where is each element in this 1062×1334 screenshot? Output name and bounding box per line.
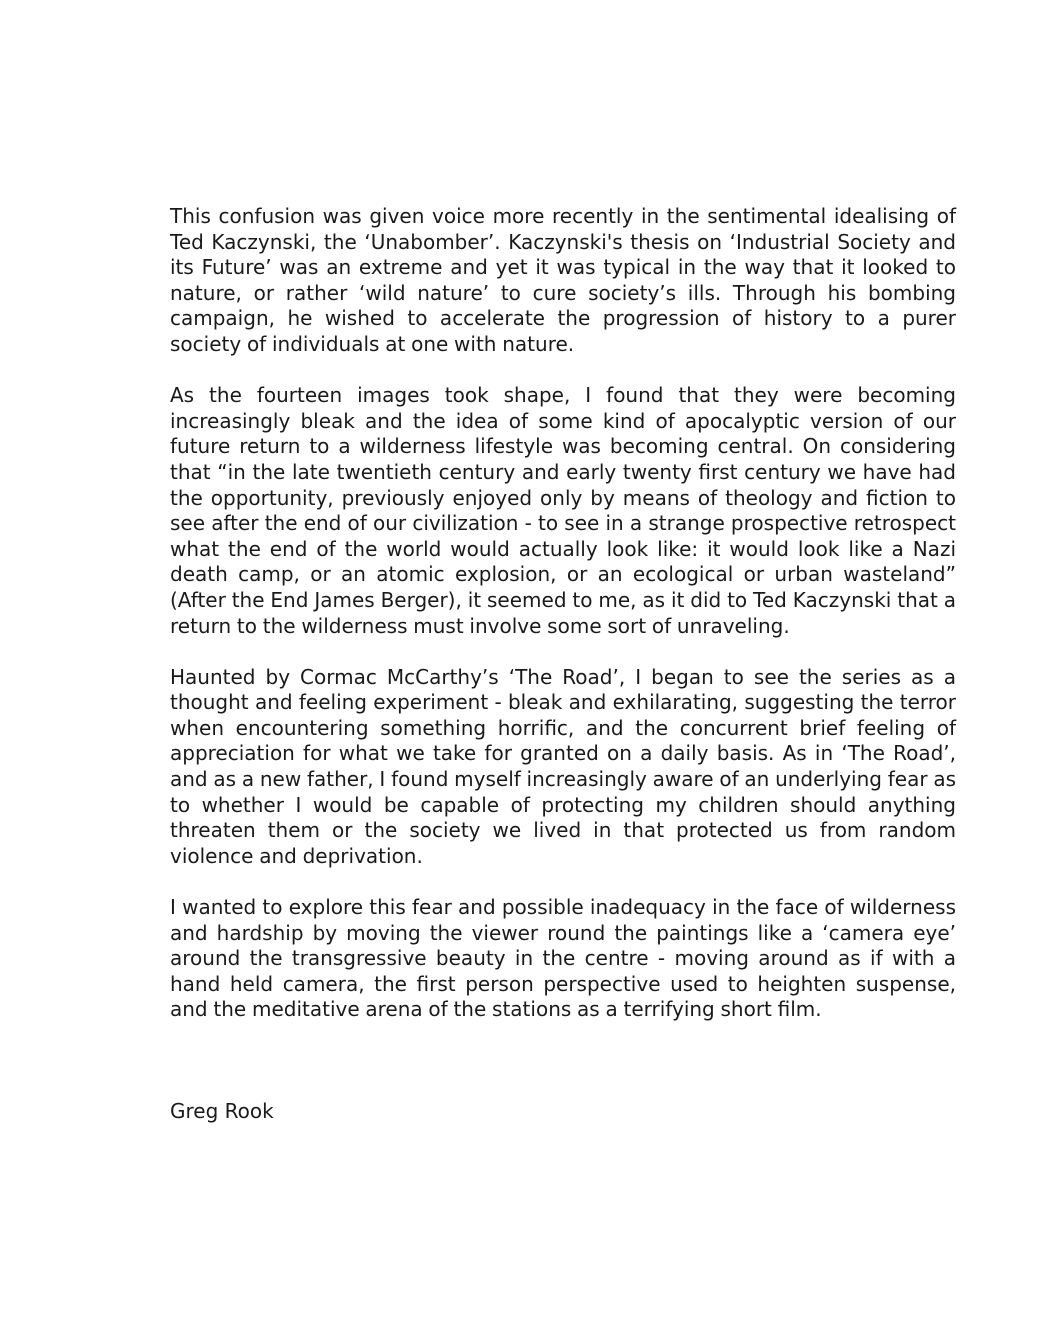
document-page xyxy=(170,204,956,1125)
paragraph-unabomber: This confusion was given voice more recently in the sentimental idealising of Ted Kaczynski, the ‘Unabomber’. Kaczynski's thesis on ‘Industrial Society and its Future’ was an extreme and yet it was typical in the way that it looked to nature, or rather ‘wild nature’ to cure society’s ills. Through his bombing campaign, he wished to accelerate the progression of history to a purer society of individuals at one with nature. xyxy=(170,204,956,356)
paragraph-camera-eye: I wanted to explore this fear and possible inadequacy in the face of wilderness and hardship by moving the viewer round the paintings like a ‘camera eye’ around the transgressive beauty in the centre - moving around as if with a hand held camera, the first person perspective used to heighten suspense, and the meditative arena of the stations as a terrifying short film. xyxy=(170,895,956,1022)
paragraph-fourteen-images: As the fourteen images took shape, I found that they were becoming increasingly bleak and the idea of some kind of apocalyptic version of our future return to a wilderness lifestyle was becoming central. On considering that “in the late twentieth century and early twenty first century we have had the opportunity, previously enjoyed only by means of theology and fiction to see after the end of our civilization - to see in a strange prospective retrospect what the end of the world would actually look like: it would look like a Nazi death camp, or an atomic explosion, or an ecological or urban wasteland” (After the End James Berger), it seemed to me, as it did to Ted Kaczynski that a return to the wilderness must involve some sort of unraveling. xyxy=(170,383,956,638)
author-signature: Greg Rook xyxy=(170,1099,274,1123)
paragraph-the-road: Haunted by Cormac McCarthy’s ‘The Road’, I began to see the series as a thought and feeling experiment - bleak and exhilarating, suggesting the terror when encountering something horrific, and the concurrent brief feeling of appreciation for what we take for granted on a daily basis. As in ‘The Road’, and as a new father, I found myself increasingly aware of an underlying fear as to whether I would be capable of protecting my children should anything threaten them or the society we lived in that protected us from random violence and deprivation. xyxy=(170,664,956,868)
